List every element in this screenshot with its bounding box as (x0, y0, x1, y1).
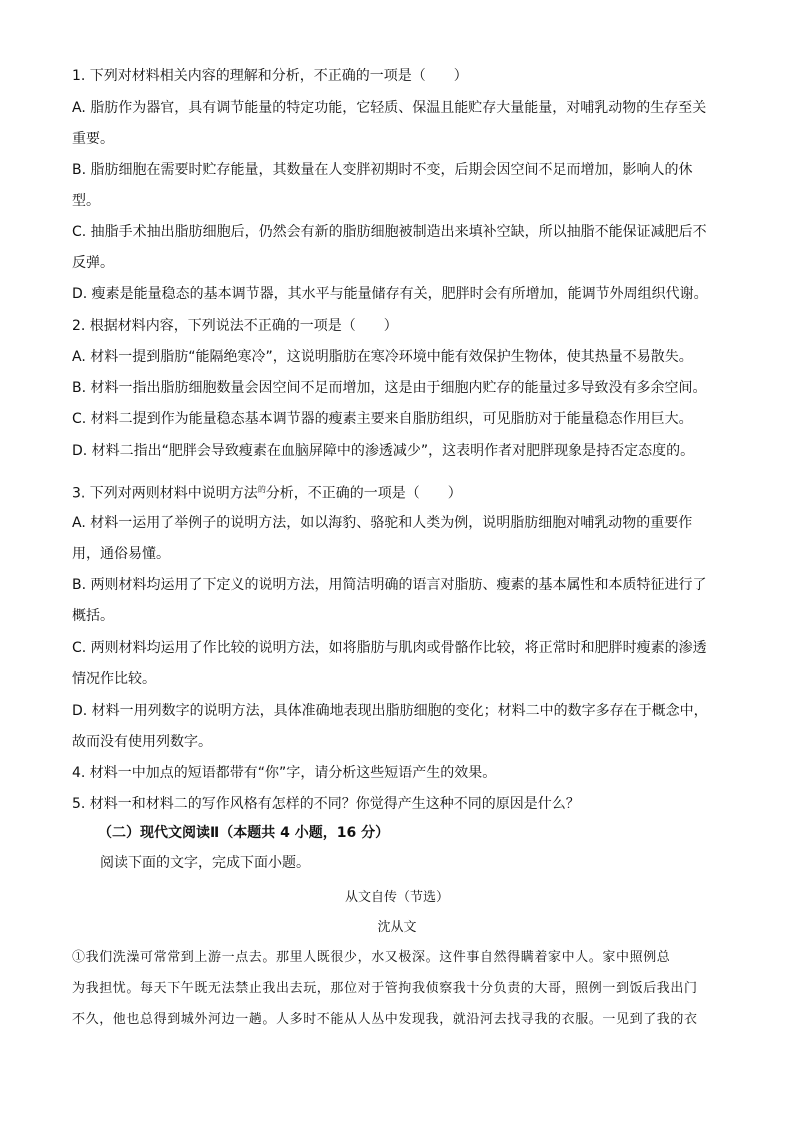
q3-stem-pre: 3. 下列对两则材料中说明方法 (72, 485, 258, 502)
q3-option-c-line1: C. 两则材料均运用了作比较的说明方法，如将脂肪与肌肉或骨骼作比较，将正常时和肥胖时瘦素的渗透 (72, 640, 707, 656)
q3-option-d-line2: 故而没有使用列数字。 (72, 734, 212, 750)
q3-stem (72, 480, 462, 504)
q4-stem: 4. 材料一中加点的短语都带有“你”字，请分析这些短语产生的效果。 (72, 765, 497, 781)
section-heading: （二）现代文阅读Ⅱ（本题共 4 小题，16 分） (98, 825, 390, 841)
q3-stem-mark: 的 (257, 485, 266, 494)
q3-stem-post: 分析，不正确的一项是（ ） (265, 485, 462, 502)
section-instruction: 阅读下面的文字，完成下面小题。 (100, 855, 310, 871)
q1-option-a-line2: 重要。 (72, 131, 114, 147)
passage-author: 沈从文 (377, 920, 417, 935)
q3-option-d-line1: D. 材料一用列数字的说明方法，具体准确地表现出脂肪细胞的变化；材料二中的数字多存在于概念中， (72, 703, 708, 719)
q1-option-c-line2: 反弹。 (72, 255, 114, 271)
q3-option-b-line1: B. 两则材料均运用了下定义的说明方法，用简洁明确的语言对脂肪、瘦素的基本属性和本质特征进行了 (72, 577, 707, 593)
q1-option-b-line2: 型。 (72, 193, 100, 209)
q5-stem: 5. 材料一和材料二的写作风格有怎样的不同？你觉得产生这种不同的原因是什么？ (72, 796, 580, 812)
q2-option-c: C. 材料二提到作为能量稳态基本调节器的瘦素主要来自脂肪组织，可见脂肪对于能量稳态作用巨大。 (72, 411, 693, 427)
q2-stem: 2. 根据材料内容，下列说法不正确的一项是（ ） (72, 318, 398, 334)
passage-line-2: 为我担忧。每天下午既无法禁止我出去玩，那位对于管拘我侦察我十分负责的大哥，照例一到饭后我出门 (72, 981, 698, 996)
q1-option-d: D. 瘦素是能量稳态的基本调节器，其水平与能量储存有关，肥胖时会有所增加，能调节外周组织代谢。 (72, 286, 708, 302)
q1-option-b-line1: B. 脂肪细胞在需要时贮存能量，其数量在人变胖初期时不变，后期会因空间不足而增加，影响人的休 (72, 162, 693, 178)
q3-option-a-line1: A. 材料一运用了举例子的说明方法，如以海豹、骆驼和人类为例，说明脂肪细胞对哺乳动物的重要作 (72, 515, 693, 531)
passage-line-1: ①我们洗澡可常常到上游一点去。那里人既很少，水又极深。这件事自然得瞒着家中人。家中照例总 (72, 950, 671, 965)
q3-option-b-line2: 概括。 (72, 608, 114, 624)
q2-option-a: A. 材料一提到脂肪“能隔绝寒冷”，这说明脂肪在寒冷环境中能有效保护生物体，使其热量不易散失。 (72, 349, 693, 365)
q1-option-a-line1: A. 脂肪作为器官，具有调节能量的特定功能，它轻质、保温且能贮存大量能量，对哺乳动物的生存至关 (72, 100, 707, 116)
passage-line-3: 不久，他也总得到城外河边一趟。人多时不能从人丛中发现我，就沿河去找寻我的衣服。一见到了我的衣 (72, 1012, 698, 1027)
q2-option-b: B. 材料一指出脂肪细胞数量会因空间不足而增加，这是由于细胞内贮存的能量过多导致没有多余空间。 (72, 380, 707, 396)
q3-option-c-line2: 情况作比较。 (72, 671, 156, 687)
q3-option-a-line2: 用，通俗易懂。 (72, 546, 170, 562)
passage-title: 从文自传（节选） (344, 890, 449, 905)
q1-stem: 1. 下列对材料相关内容的理解和分析，不正确的一项是（ ） (72, 68, 468, 84)
q1-option-c-line1: C. 抽脂手术抽出脂肪细胞后，仍然会有新的脂肪细胞被制造出来填补空缺，所以抽脂不能保证减肥后不 (72, 224, 707, 240)
q2-option-d: D. 材料二指出“肥胖会导致瘦素在血脑屏障中的渗透减少”，这表明作者对肥胖现象是持否定态度的。 (72, 443, 695, 459)
